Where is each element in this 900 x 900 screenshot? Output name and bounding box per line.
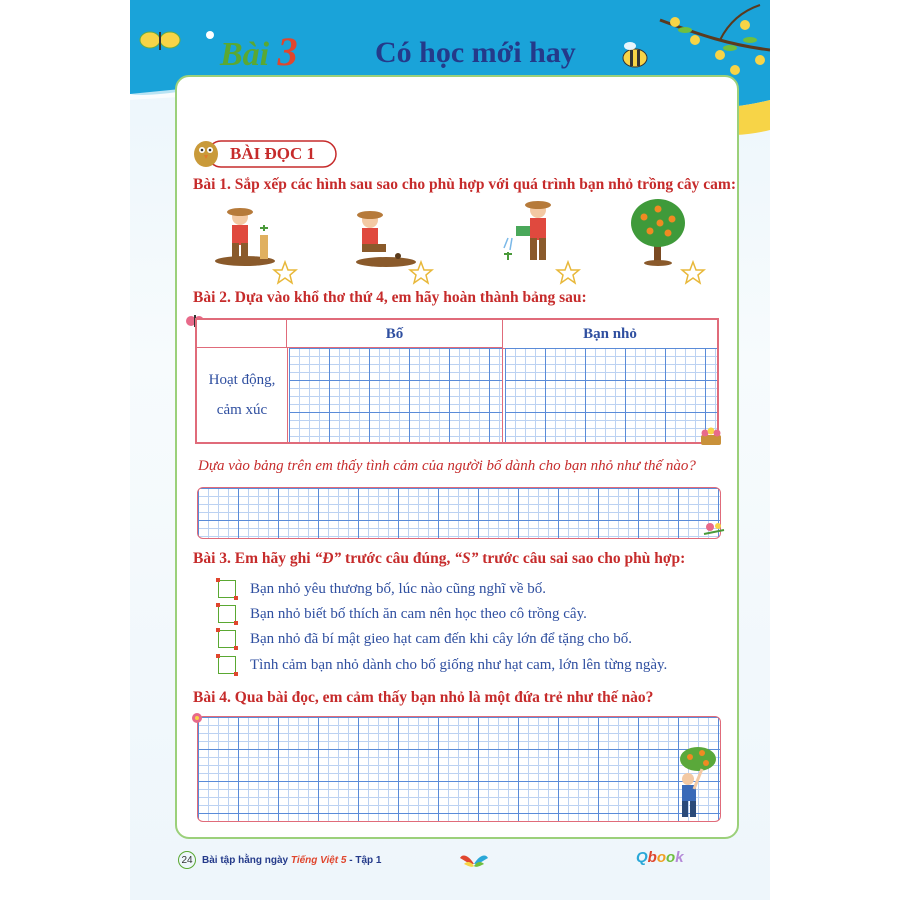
list-item — [218, 654, 667, 676]
star-icon[interactable] — [272, 260, 298, 286]
lesson-number: Bài 3 — [220, 29, 298, 74]
star-icon[interactable] — [555, 260, 581, 286]
answer-box-opinion[interactable] — [197, 716, 721, 822]
answer-checkbox[interactable] — [218, 656, 236, 674]
option-text: Bạn nhỏ yêu thương bố, lúc nào cũng nghĩ về bố. — [250, 580, 547, 597]
page-title: Có học mới hay — [375, 36, 576, 69]
section-label: BÀI ĐỌC 1 — [230, 144, 316, 163]
gardener-sowing-illustration — [348, 208, 418, 268]
answer-checkbox[interactable] — [218, 605, 236, 623]
flower-icon — [188, 710, 206, 726]
option-text: Tình cảm bạn nhỏ dành cho bố giống như hạt cam, lớn lên từng ngày. — [250, 656, 668, 673]
wings-logo-icon — [460, 850, 488, 870]
gardener-watering-illustration — [498, 198, 560, 268]
answer-checkbox[interactable] — [218, 630, 236, 648]
table-corner — [197, 320, 287, 348]
table-header-father: Bố — [287, 320, 503, 348]
exercise-3-prompt: Bài 3. Em hãy ghi “Đ” trước câu đúng, “S” trước câu sai sao cho phù hợp: — [193, 550, 686, 567]
exercise-2-followup: Dựa vào bảng trên em thấy tình cảm của người bố dành cho bạn nhỏ như thế nào? — [198, 458, 696, 474]
answer-checkbox[interactable] — [218, 580, 236, 598]
table-cell-child[interactable] — [505, 348, 717, 442]
book-title: Bài tập hằng ngày Tiếng Việt 5 - Tập 1 — [202, 854, 382, 866]
answer-box-feelings[interactable] — [197, 487, 721, 539]
option-text: Bạn nhỏ biết bố thích ăn cam nên học theo cô trồng cây. — [250, 605, 587, 622]
star-icon[interactable] — [680, 260, 706, 286]
list-item — [218, 578, 546, 600]
option-text: Bạn nhỏ đã bí mật gieo hạt cam đến khi cây lớn để tặng cho bố. — [250, 630, 632, 647]
brand-logo: Qbook — [636, 849, 684, 866]
list-item — [218, 628, 632, 650]
flower-icon — [702, 518, 726, 536]
table-header-child: Bạn nhỏ — [503, 320, 717, 349]
page-number: 24 — [178, 851, 196, 869]
gardener-planting-illustration — [210, 205, 280, 267]
list-item — [218, 603, 587, 625]
page-footer — [178, 850, 382, 870]
owl-icon — [194, 141, 218, 167]
table-cell-father[interactable] — [289, 348, 503, 442]
child-picking-oranges-illustration — [672, 745, 720, 821]
star-icon[interactable] — [408, 260, 434, 286]
exercise-1-prompt: Bài 1. Sắp xếp các hình sau sao cho phù hợp với quá trình bạn nhỏ trồng cây cam: — [193, 176, 736, 193]
orange-tree-illustration — [628, 195, 688, 267]
activity-table — [195, 318, 719, 444]
exercise-4-prompt: Bài 4. Qua bài đọc, em cảm thấy bạn nhỏ là một đứa trẻ như thế nào? — [193, 689, 654, 706]
butterfly-icon — [140, 32, 180, 50]
flower-basket-icon — [698, 426, 724, 446]
table-row-label: Hoạt động, cảm xúc — [197, 348, 288, 442]
exercise-2-prompt: Bài 2. Dựa vào khổ thơ thứ 4, em hãy hoàn thành bảng sau: — [193, 289, 587, 306]
